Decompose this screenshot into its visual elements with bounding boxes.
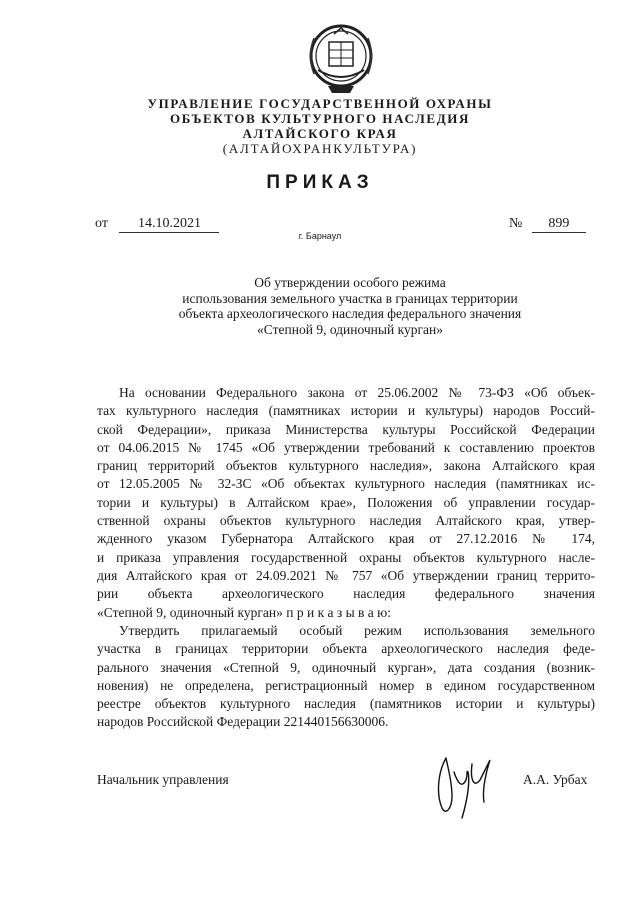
signatory-position: Начальник управления xyxy=(97,772,229,787)
subject-line: Об утверждении особого режима xyxy=(254,275,446,290)
document-city: г. Барнаул xyxy=(298,231,342,241)
order-line: рального значения «Степной 9, одиночный курган», дата создания (возник- xyxy=(97,659,595,675)
order-line: реестре объектов культурного наследия (памятников истории и культуры) xyxy=(97,696,595,712)
org-name-line-2: ОБЪЕКТОВ КУЛЬТУРНОГО НАСЛЕДИЯ xyxy=(170,111,470,126)
subject-line: объекта археологического наследия федерального значения xyxy=(178,306,522,321)
order-line: участка в границах территории объекта археологического наследия феде- xyxy=(97,641,595,657)
basis-line: ской Федерации», приказа Министерства культуры Российской Федерации xyxy=(97,421,595,437)
document-date: 14.10.2021 xyxy=(119,216,219,233)
org-name-line-1: УПРАВЛЕНИЕ ГОСУДАРСТВЕННОЙ ОХРАНЫ xyxy=(147,96,493,111)
order-paragraph xyxy=(97,622,595,732)
basis-line: тах культурного наследия (памятниках истории и культуры) народов Россий- xyxy=(97,403,595,419)
signatory-name: А.А. Урбах xyxy=(523,772,588,787)
basis-line: ственной охраны объектов культурного наследия Алтайского края, утвер- xyxy=(97,513,595,529)
subject-line: «Степной 9, одиночный курган» xyxy=(257,321,443,337)
document-type-title: ПРИКАЗ xyxy=(266,172,374,193)
handwritten-signature-icon xyxy=(432,750,494,822)
document-subject xyxy=(130,275,570,337)
basis-line: рии объекта археологического наследия федерального значения xyxy=(97,586,595,602)
basis-paragraph xyxy=(97,384,595,622)
order-line: новения) не определена, регистрационный номер в едином государственном xyxy=(97,677,595,693)
basis-line: жденного указом Губернатора Алтайского края от 27.12.2016 № 174, xyxy=(97,531,595,547)
basis-line: границ территорий объектов культурного наследия», закона Алтайского края xyxy=(97,458,595,474)
date-prefix: от xyxy=(95,216,108,231)
subject-line: использования земельного участка в границах территории xyxy=(182,290,518,306)
document-number: 899 xyxy=(532,216,586,233)
basis-line: от 12.05.2005 № 32-ЗС «Об объектах культурного наследия (памятниках ис- xyxy=(97,476,595,492)
altai-krai-emblem-icon xyxy=(298,20,384,100)
basis-line: дия Алтайского края от 24.09.2021 № 757 «Об утверждении границ террито- xyxy=(97,567,595,583)
number-prefix: № xyxy=(509,216,523,231)
org-name-line-3: АЛТАЙСКОГО КРАЯ xyxy=(242,126,398,141)
basis-line: тории и культуры) в Алтайском крае», Положения об управлении государ- xyxy=(97,494,595,510)
org-short-name: (АЛТАЙОХРАНКУЛЬТУРА) xyxy=(222,141,418,156)
basis-line: и приказа управления государственной охраны объектов культурного насле- xyxy=(97,549,595,565)
basis-line: На основании Федерального закона от 25.06.2002 № 73-ФЗ «Об объек- xyxy=(119,385,595,400)
basis-line: от 04.06.2015 № 1745 «Об утверждении требований к составлению проектов xyxy=(97,439,595,455)
order-line: Утвердить прилагаемый особый режим использования земельного xyxy=(119,623,595,638)
basis-line: «Степной 9, одиночный курган» п р и к а з ы в а ю: xyxy=(97,604,392,620)
order-line: народов Российской Федерации 221440156630006. xyxy=(97,714,389,730)
